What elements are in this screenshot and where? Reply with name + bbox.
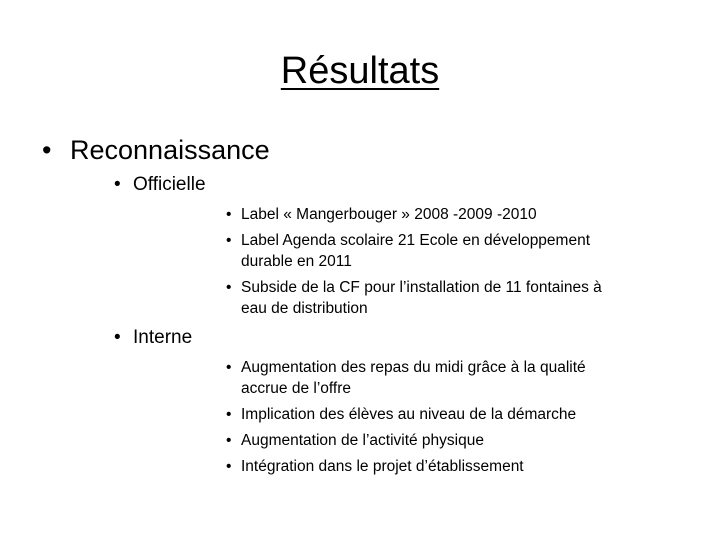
list-item-text: Intégration dans le projet d’établissement	[241, 458, 524, 475]
list-item-text: eau de distribution	[241, 300, 368, 317]
bullet-glyph: •	[114, 327, 121, 348]
slide-title	[0, 48, 720, 94]
list-item-text: accrue de l’offre	[241, 380, 351, 397]
list-item	[226, 405, 696, 425]
bullet-glyph: •	[226, 206, 232, 223]
list-item-text: Label « Mangerbouger » 2008 -2009 -2010	[241, 206, 537, 223]
list-item	[226, 205, 696, 225]
bullet-interne	[114, 326, 314, 350]
list-item-text: Subside de la CF pour l’installation de 11 fontaines à	[241, 279, 602, 296]
bullet-officielle-label: Officielle	[133, 174, 206, 195]
bullet-glyph: •	[226, 232, 232, 249]
list-item	[226, 231, 696, 251]
list-item-text: Label Agenda scolaire 21 Ecole en développement	[241, 232, 591, 249]
list-item	[226, 278, 696, 298]
list-item-continuation	[226, 252, 696, 272]
bullet-reconnaissance-label: Reconnaissance	[70, 135, 270, 165]
bullet-glyph: •	[226, 359, 232, 376]
slide-title-text: Résultats	[280, 50, 440, 92]
list-item	[226, 457, 696, 477]
bullet-officielle	[114, 173, 314, 197]
bullet-reconnaissance	[42, 134, 442, 166]
list-item	[226, 431, 696, 451]
list-item-text: durable en 2011	[241, 253, 352, 270]
list-item-text: Augmentation de l’activité physique	[241, 432, 484, 449]
bullet-glyph: •	[226, 406, 232, 423]
list-item	[226, 358, 696, 378]
bullet-glyph: •	[42, 135, 52, 165]
list-item-continuation	[226, 379, 696, 399]
list-item-text: Augmentation des repas du midi grâce à la qualité	[241, 359, 586, 376]
list-item-continuation	[226, 299, 696, 319]
bullet-interne-label: Interne	[133, 327, 193, 348]
bullet-glyph: •	[226, 458, 232, 475]
bullet-glyph: •	[226, 279, 232, 296]
bullet-glyph: •	[226, 432, 232, 449]
list-item-text: Implication des élèves au niveau de la démarche	[241, 406, 577, 423]
bullet-glyph: •	[114, 174, 121, 195]
